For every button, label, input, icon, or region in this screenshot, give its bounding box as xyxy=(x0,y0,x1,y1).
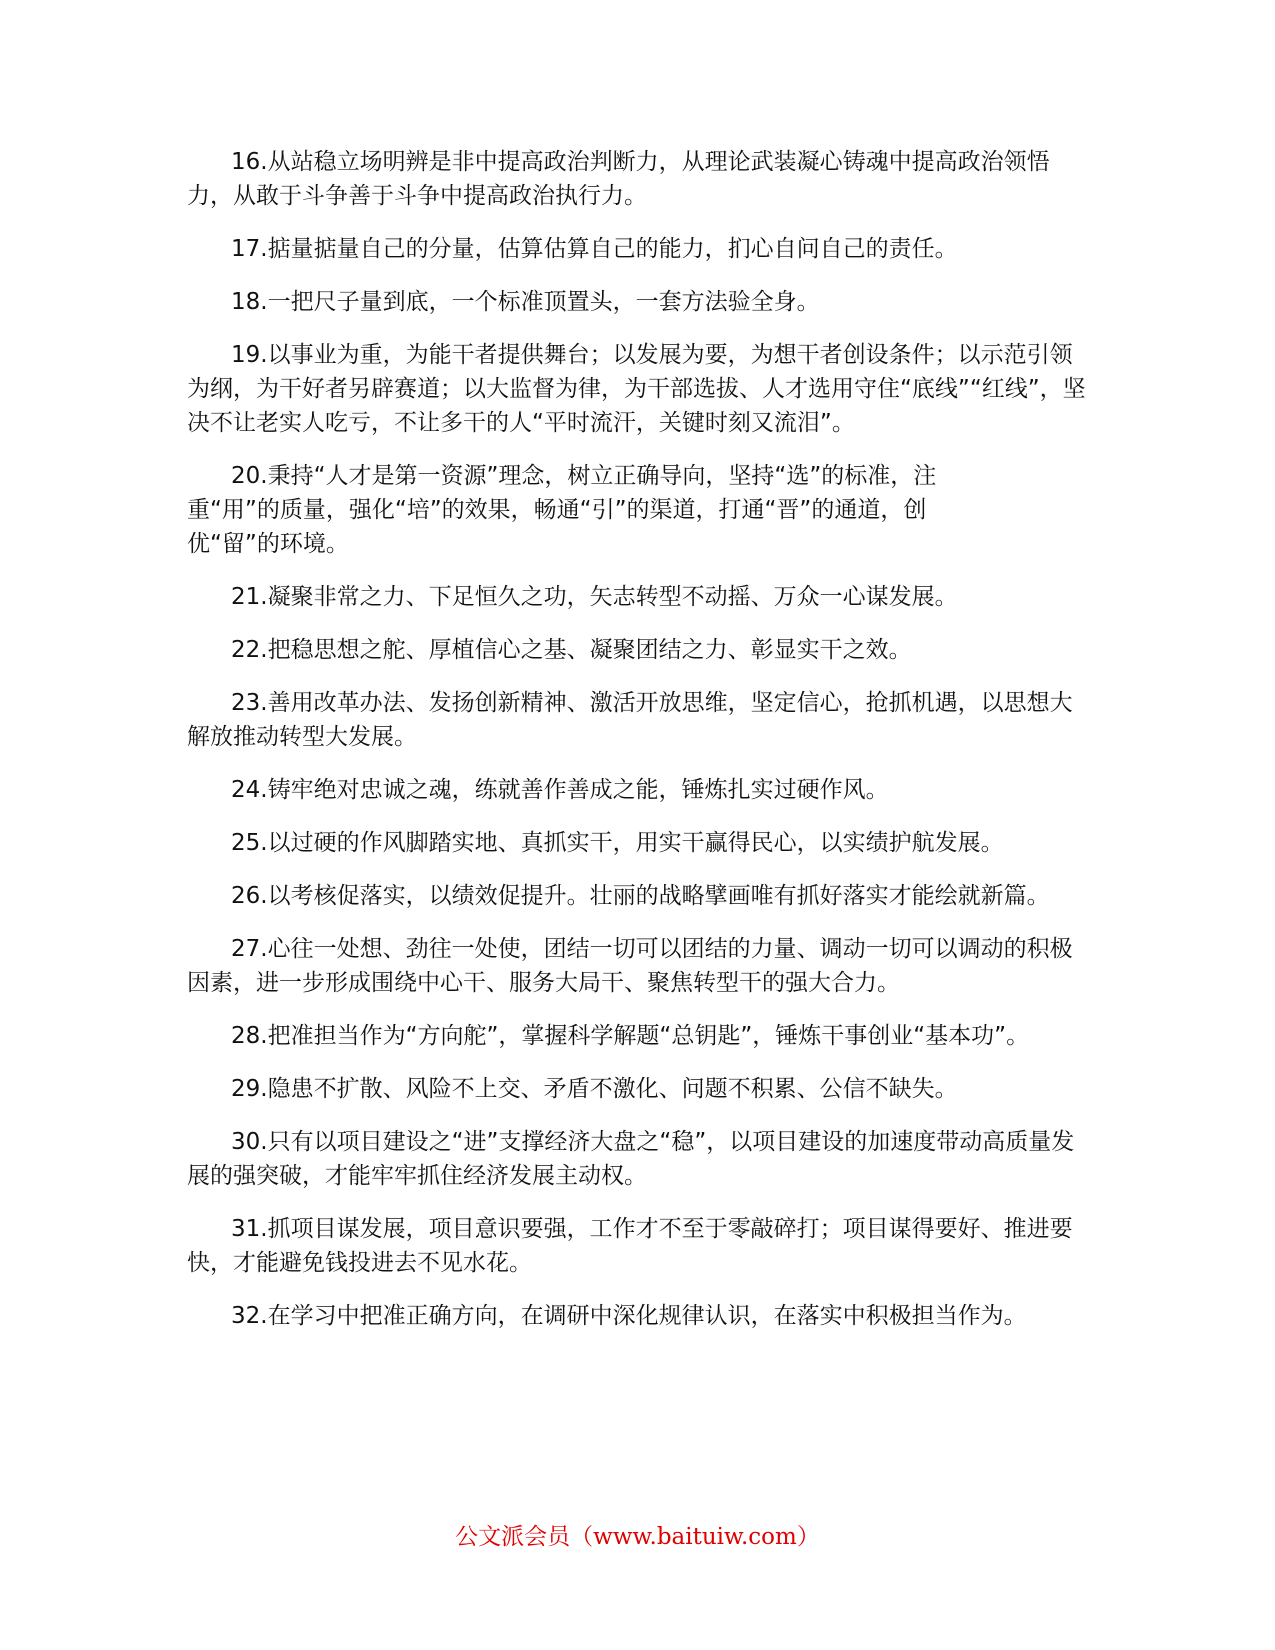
paragraph-16: 16.从站稳立场明辨是非中提高政治判断力，从理论武装凝心铸魂中提高政治领悟力，从敢于斗争善于斗争中提高政治执行力。 xyxy=(187,149,1050,209)
paragraph-31: 31.抓项目谋发展，项目意识要强，工作才不至于零敲碎打；项目谋得要好、推进要快，才能避免钱投进去不见水花。 xyxy=(187,1216,1073,1276)
footer-label: 公文派会员（ xyxy=(455,1524,594,1550)
paragraph-20: 20.秉持“人才是第一资源”理念，树立正确导向，坚持“选”的标准，注重“用”的质量，强化“培”的效果，畅通“引”的渠道，打通“晋”的通道，创优“留”的环境。 xyxy=(187,463,937,557)
paragraph-30: 30.只有以项目建设之“进”支撑经济大盘之“稳”，以项目建设的加速度带动高质量发展的强突破，才能牢牢抓住经济发展主动权。 xyxy=(187,1129,1075,1189)
footer-watermark xyxy=(0,1522,1275,1552)
paragraph-28: 28.把准担当作为“方向舵”，掌握科学解题“总钥匙”，锤炼干事创业“基本功”。 xyxy=(231,1023,1030,1049)
paragraph-17: 17.掂量掂量自己的分量，估算估算自己的能力，扪心自问自己的责任。 xyxy=(231,236,958,262)
paragraph-26: 26.以考核促落实，以绩效促提升。壮丽的战略擘画唯有抓好落实才能绘就新篇。 xyxy=(231,883,1050,909)
paragraph-32: 32.在学习中把准正确方向，在调研中深化规律认识，在落实中积极担当作为。 xyxy=(231,1303,1027,1329)
document-body xyxy=(187,145,1087,1352)
footer-close: ） xyxy=(796,1524,820,1550)
paragraph-19: 19.以事业为重，为能干者提供舞台；以发展为要，为想干者创设条件；以示范引领为纲，为干好者另辟赛道；以大监督为律，为干部选拔、人才选用守住“底线”“红线”，坚决不让老实人吃亏，不让多干的人“平时流汗，关键时刻又流泪”。 xyxy=(187,342,1086,436)
paragraph-21: 21.凝聚非常之力、下足恒久之功，矢志转型不动摇、万众一心谋发展。 xyxy=(231,584,958,610)
paragraph-27: 27.心往一处想、劲往一处使，团结一切可以团结的力量、调动一切可以调动的积极因素，进一步形成围绕中心干、服务大局干、聚焦转型干的强大合力。 xyxy=(187,936,1073,996)
paragraph-24: 24.铸牢绝对忠诚之魂，练就善作善成之能，锤炼扎实过硬作风。 xyxy=(231,777,889,803)
paragraph-22: 22.把稳思想之舵、厚植信心之基、凝聚团结之力、彰显实干之效。 xyxy=(231,637,912,663)
footer-link[interactable]: www.baituiw.com xyxy=(593,1524,797,1550)
paragraph-18: 18.一把尺子量到底，一个标准顶置头，一套方法验全身。 xyxy=(231,289,820,315)
paragraph-29: 29.隐患不扩散、风险不上交、矛盾不激化、问题不积累、公信不缺失。 xyxy=(231,1076,958,1102)
paragraph-23: 23.善用改革办法、发扬创新精神、激活开放思维，坚定信心，抢抓机遇，以思想大解放推动转型大发展。 xyxy=(187,690,1073,750)
paragraph-25: 25.以过硬的作风脚踏实地、真抓实干，用实干赢得民心，以实绩护航发展。 xyxy=(231,830,1004,856)
